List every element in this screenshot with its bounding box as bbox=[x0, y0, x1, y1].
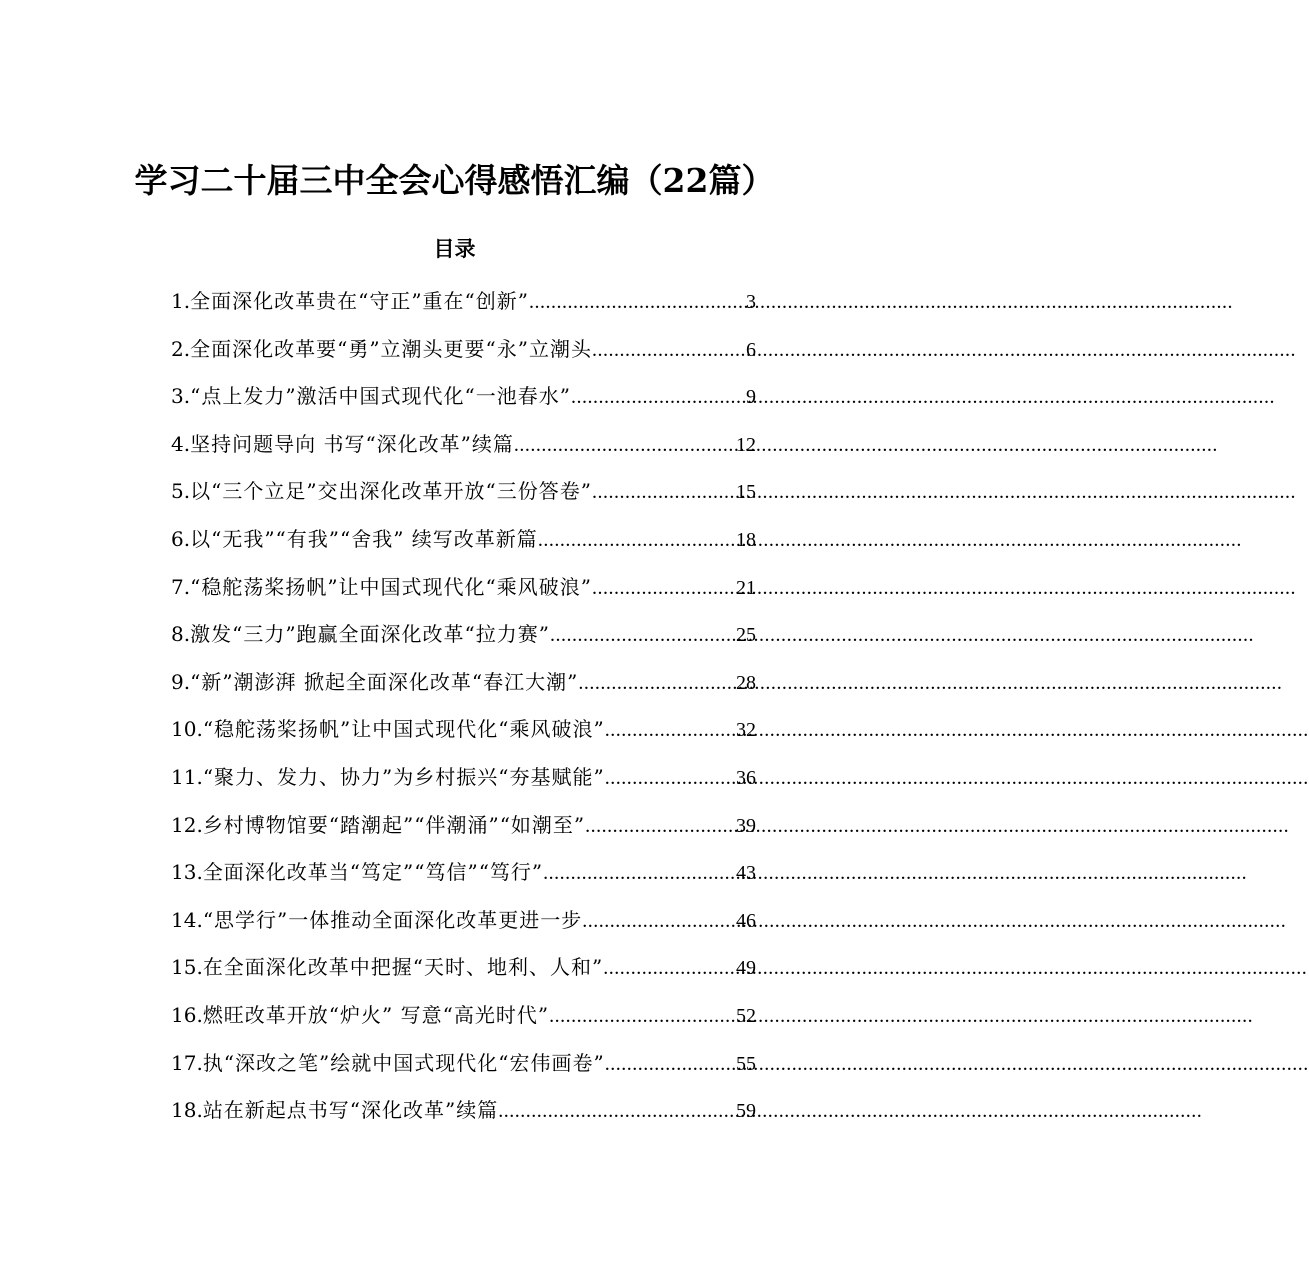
toc-entry[interactable] bbox=[171, 952, 756, 1000]
toc-entry-leader-dots bbox=[605, 715, 736, 745]
toc-entry-leader-dots bbox=[538, 525, 736, 555]
toc-entry[interactable] bbox=[171, 1048, 756, 1096]
toc-entry-page-number: 12 bbox=[736, 433, 756, 456]
toc-entry[interactable] bbox=[171, 381, 756, 429]
toc-entry-page-number: 3 bbox=[746, 291, 756, 313]
toc-entry-page-number: 36 bbox=[736, 766, 756, 789]
toc-entry-number: 11. bbox=[171, 764, 203, 789]
toc-entry-number: 16. bbox=[171, 1002, 203, 1027]
toc-entry-page-number: 18 bbox=[736, 528, 756, 551]
toc-entry-number: 1. bbox=[171, 289, 191, 313]
toc-entry-title: 站在新起点书写“深化改革”续篇 bbox=[202, 1098, 499, 1123]
toc-entry-page-number: 25 bbox=[736, 624, 756, 647]
toc-entry-number: 7. bbox=[171, 574, 191, 599]
toc-entry-page-number: 28 bbox=[736, 671, 756, 694]
toc-entry-title: 全面深化改革当“笃定”“笃信”“笃行” bbox=[202, 860, 544, 885]
table-of-contents bbox=[171, 286, 756, 1143]
toc-entry-leader-dots bbox=[592, 477, 736, 507]
toc-entry-page-number: 46 bbox=[736, 909, 756, 932]
toc-entry-number: 4. bbox=[171, 431, 191, 456]
toc-entry-title: 以“无我”“有我”“舍我” 续写改革新篇 bbox=[190, 526, 538, 551]
toc-entry-page-number: 6 bbox=[746, 338, 756, 361]
toc-entry-page-number: 59 bbox=[736, 1100, 756, 1123]
toc-entry[interactable] bbox=[171, 1000, 756, 1048]
toc-entry-leader-dots bbox=[605, 763, 736, 793]
toc-entry-page-number: 32 bbox=[736, 719, 756, 742]
toc-entry-title: 以“三个立足”交出深化改革开放“三份答卷” bbox=[190, 479, 592, 504]
toc-entry-number: 17. bbox=[171, 1050, 203, 1075]
toc-entry-number: 12. bbox=[171, 812, 203, 837]
toc-entry-page-number: 52 bbox=[736, 1004, 756, 1027]
toc-entry-leader-dots bbox=[603, 953, 736, 983]
toc-entry-title: 全面深化改革要“勇”立潮头更要“永”立潮头 bbox=[190, 336, 592, 361]
toc-entry[interactable] bbox=[171, 286, 756, 334]
toc-entry[interactable] bbox=[171, 857, 756, 905]
toc-entry-leader-dots bbox=[571, 382, 746, 412]
toc-entry-leader-dots bbox=[578, 668, 736, 698]
toc-entry-leader-dots bbox=[549, 1001, 736, 1031]
toc-entry-leader-dots bbox=[498, 1096, 736, 1126]
toc-entry-title: 激发“三力”跑赢全面深化改革“拉力赛” bbox=[190, 622, 550, 647]
toc-entry[interactable] bbox=[171, 334, 756, 382]
toc-entry-title: 全面深化改革贵在“守正”重在“创新” bbox=[190, 289, 529, 313]
toc-entry-leader-dots bbox=[605, 1049, 736, 1079]
toc-entry-number: 9. bbox=[171, 669, 191, 694]
toc-entry[interactable] bbox=[171, 1095, 756, 1143]
toc-entry-number: 13. bbox=[171, 860, 203, 885]
toc-entry-page-number: 15 bbox=[736, 481, 756, 504]
toc-entry-title: “思学行”一体推动全面深化改革更进一步 bbox=[202, 907, 583, 932]
toc-entry[interactable] bbox=[171, 476, 756, 524]
toc-entry-leader-dots bbox=[550, 620, 736, 650]
toc-entry-number: 6. bbox=[171, 526, 191, 551]
toc-entry-page-number: 43 bbox=[736, 862, 756, 885]
toc-entry-title: 燃旺改革开放“炉火” 写意“高光时代” bbox=[202, 1002, 550, 1027]
toc-entry-number: 18. bbox=[171, 1098, 203, 1123]
toc-entry-leader-dots bbox=[543, 858, 736, 888]
toc-entry-title: 执“深改之笔”绘就中国式现代化“宏伟画卷” bbox=[202, 1050, 605, 1075]
toc-entry[interactable] bbox=[171, 905, 756, 953]
toc-entry-page-number: 39 bbox=[736, 814, 756, 837]
toc-entry-title: 坚持问题导向 书写“深化改革”续篇 bbox=[190, 431, 514, 456]
toc-entry-number: 5. bbox=[171, 479, 191, 504]
toc-entry-page-number: 55 bbox=[736, 1052, 756, 1075]
toc-entry-page-number: 21 bbox=[736, 576, 756, 599]
toc-entry-number: 3. bbox=[171, 384, 191, 409]
toc-entry-leader-dots bbox=[529, 287, 746, 317]
toc-entry[interactable] bbox=[171, 714, 756, 762]
toc-entry[interactable] bbox=[171, 619, 756, 667]
toc-entry[interactable] bbox=[171, 667, 756, 715]
toc-entry[interactable] bbox=[171, 572, 756, 620]
toc-entry-leader-dots bbox=[592, 335, 746, 365]
toc-entry-title: 在全面深化改革中把握“天时、地利、人和” bbox=[202, 955, 604, 980]
toc-entry-title: “新”潮澎湃 掀起全面深化改革“春江大潮” bbox=[190, 669, 579, 694]
toc-entry-title: “稳舵荡桨扬帆”让中国式现代化“乘风破浪” bbox=[202, 717, 605, 742]
toc-entry-number: 8. bbox=[171, 622, 191, 647]
document-title: 学习二十届三中全会心得感悟汇编（22篇） bbox=[134, 161, 775, 200]
toc-entry-number: 14. bbox=[171, 907, 203, 932]
toc-entry-title: 乡村博物馆要“踏潮起”“伴潮涌”“如潮至” bbox=[202, 812, 586, 837]
toc-entry-number: 15. bbox=[171, 955, 203, 980]
toc-entry-title: “聚力、发力、协力”为乡村振兴“夯基赋能” bbox=[202, 764, 605, 789]
toc-entry[interactable] bbox=[171, 524, 756, 572]
toc-entry-number: 10. bbox=[171, 717, 203, 742]
toc-entry-leader-dots bbox=[592, 573, 736, 603]
toc-entry-title: “点上发力”激活中国式现代化“一池春水” bbox=[190, 384, 571, 409]
toc-entry-leader-dots bbox=[514, 430, 736, 460]
toc-entry[interactable] bbox=[171, 429, 756, 477]
toc-entry-page-number: 9 bbox=[746, 386, 756, 409]
toc-entry-number: 2. bbox=[171, 336, 191, 361]
toc-entry-leader-dots bbox=[585, 811, 736, 841]
toc-entry[interactable] bbox=[171, 810, 756, 858]
toc-entry[interactable] bbox=[171, 762, 756, 810]
toc-entry-page-number: 49 bbox=[736, 957, 756, 980]
toc-entry-title: “稳舵荡桨扬帆”让中国式现代化“乘风破浪” bbox=[190, 574, 592, 599]
toc-heading: 目录 bbox=[433, 236, 476, 261]
toc-entry-leader-dots bbox=[582, 906, 736, 936]
